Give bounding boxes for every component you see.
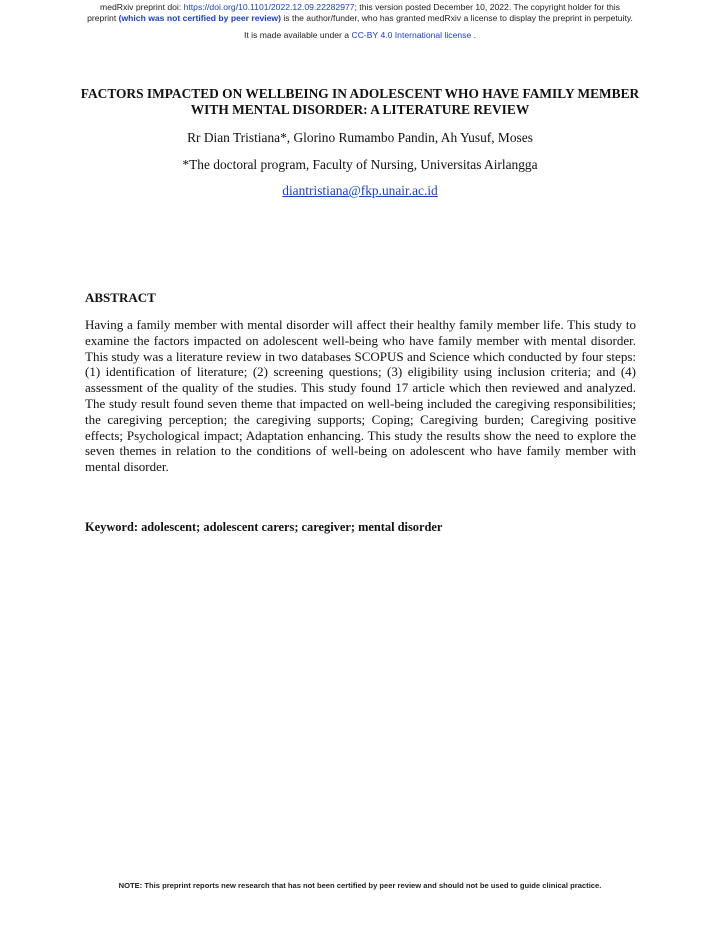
preprint-header [0,2,720,24]
header-line-1 [0,2,720,13]
author-email [0,183,720,199]
doi-link[interactable]: https://doi.org/10.1101/2022.12.09.22282977 [183,2,355,12]
header-doi-prefix: medRxiv preprint doi: [100,2,184,12]
paper-affiliation: *The doctoral program, Faculty of Nursing, Universitas Airlangga [182,157,538,172]
abstract-text: Having a family member with mental disorder will affect their healthy family member life. This study to examine the factors impacted on adolescent well-being who have family member with mental disorder. This study was a literature review in two databases SCOPUS and Science which conducted by four steps: (1) identification of literature; (2) screening questions; (3) eligibility using inclusion criteria; and (4) assessment of the quality of the studies. This study found 17 article which then reviewed and analyzed. The study result found seven theme that impacted on well-being included the caregiving responsibilities; the caregiving perception; the caregiving supports; Coping; Caregiving burden; Caregiving positive effects; Psychological impact; Adaptation enhancing. This study the results show the need to explore the seven themes in relation to the conditions of well-being on adolescent who have family member with mental disorder. [85,317,636,475]
keywords: Keyword: adolescent; adolescent carers; caregiver; mental disorder [85,520,443,534]
abstract-heading: ABSTRACT [85,290,156,305]
header-version-text: ; this version posted December 10, 2022. The copyright holder for this [354,2,620,12]
footer-note: NOTE: This preprint reports new research that has not been certified by peer review and should not be used to guide clinical practice. [118,881,602,890]
email-link[interactable]: diantristiana@fkp.unair.ac.id [282,183,438,198]
license-suffix: . [471,30,477,40]
header-preprint-word: preprint [87,13,119,23]
paper-title: FACTORS IMPACTED ON WELLBEING IN ADOLESCENT WHO HAVE FAMILY MEMBER WITH MENTAL DISORDER: A LITERATURE REVIEW [80,86,640,117]
header-license-text: is the author/funder, who has granted medRxiv a license to display the preprint in perpetuity. [280,13,633,23]
paper-authors: Rr Dian Tristiana*, Glorino Rumambo Pandin, Ah Yusuf, Moses [187,130,533,145]
header-line-2 [0,13,720,24]
cc-by-license-link[interactable]: CC-BY 4.0 International license [351,30,472,40]
license-line [0,30,720,40]
license-prefix: It is made available under a [243,30,352,40]
peer-review-notice: (which was not certified by peer review) [118,13,281,23]
